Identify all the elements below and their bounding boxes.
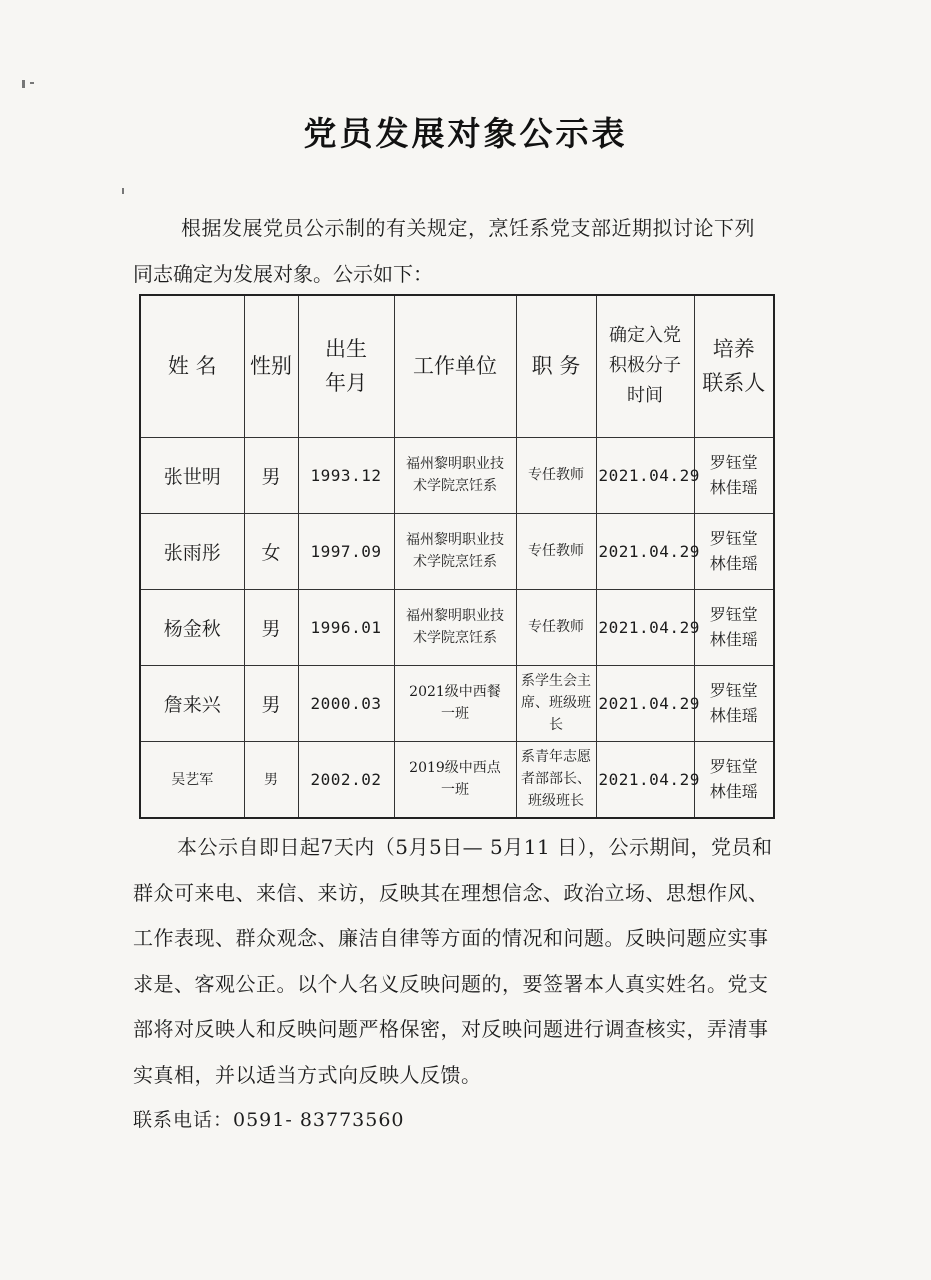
header-name: 姓 名 bbox=[140, 295, 244, 437]
cell-contact bbox=[694, 741, 774, 818]
cell-post-line: 长 bbox=[549, 717, 563, 733]
document-title: 党员发展对象公示表 bbox=[303, 114, 628, 153]
cell-sex: 男 bbox=[244, 665, 298, 741]
cell-birth: 2002.02 bbox=[298, 741, 394, 818]
cell-unit-line: 一班 bbox=[441, 782, 469, 799]
cell-name: 吴艺军 bbox=[140, 741, 244, 818]
scan-mark bbox=[30, 82, 34, 84]
cell-post bbox=[516, 437, 596, 513]
cell-post-line: 席、班级班 bbox=[521, 695, 591, 711]
cell-contact-line: 林佳瑶 bbox=[709, 478, 758, 497]
header-birth-line: 出生 bbox=[325, 337, 367, 362]
cell-post-line: 专任教师 bbox=[528, 467, 584, 483]
cell-unit bbox=[394, 741, 516, 818]
cell-post-line: 系青年志愿 bbox=[521, 749, 591, 766]
cell-contact-line: 林佳瑶 bbox=[709, 630, 758, 649]
intro-line-1: 根据发展党员公示制的有关规定，烹饪系党支部近期拟讨论下列 bbox=[181, 216, 755, 240]
intro-line-2: 同志确定为发展对象。公示如下： bbox=[133, 262, 433, 286]
cell-unit-line: 福州黎明职业技 bbox=[406, 456, 504, 472]
header-post: 职 务 bbox=[516, 295, 596, 437]
cell-post bbox=[516, 513, 596, 589]
header-birth-line: 年月 bbox=[325, 371, 367, 396]
cell-unit bbox=[394, 589, 516, 665]
cell-post-line: 系学生会主 bbox=[521, 673, 591, 689]
table-header-row bbox=[140, 295, 774, 437]
cell-unit-line: 一班 bbox=[441, 706, 469, 722]
cell-contact-line: 罗钰堂 bbox=[709, 605, 758, 624]
contact-phone: 联系电话：0591- 83773560 bbox=[133, 1109, 405, 1131]
notice-text: 本公示自即日起7天内（5月5日— 5月11 日），公示期间，党员和群众可来电、来信、来访，反映其在理想信念、政治立场、思想作风、工作表现、群众观念、廉洁自律等方面的情况和问题。反映问题应实事求是、客观公正。以个人名义反映问题的，要签署本人真实姓名。党支部将对反映人和反映问题严格保密，对反映问题进行调查核实，弄清事实真相，并以适当方式向反映人反馈。 bbox=[133, 835, 773, 1087]
cell-unit-line: 2021级中西餐 bbox=[409, 684, 501, 700]
cell-date: 2021.04.29 bbox=[596, 741, 694, 818]
cell-unit-line: 术学院烹饪系 bbox=[413, 554, 497, 570]
table-row bbox=[140, 437, 774, 513]
table-row bbox=[140, 665, 774, 741]
notice-paragraph bbox=[133, 825, 773, 1098]
cell-contact bbox=[694, 513, 774, 589]
cell-contact-line: 罗钰堂 bbox=[709, 529, 758, 548]
cell-contact-line: 罗钰堂 bbox=[709, 453, 758, 472]
header-sex: 性别 bbox=[244, 295, 298, 437]
cell-unit-line: 术学院烹饪系 bbox=[413, 478, 497, 494]
cell-contact bbox=[694, 665, 774, 741]
cell-contact-line: 林佳瑶 bbox=[709, 782, 758, 802]
candidates-table bbox=[139, 294, 775, 819]
header-date-line: 时间 bbox=[627, 385, 663, 407]
cell-unit bbox=[394, 513, 516, 589]
cell-date: 2021.04.29 bbox=[596, 513, 694, 589]
cell-birth: 1996.01 bbox=[298, 589, 394, 665]
cell-unit bbox=[394, 437, 516, 513]
scan-mark bbox=[122, 188, 124, 194]
header-activist-date bbox=[596, 295, 694, 437]
cell-post-line: 专任教师 bbox=[528, 619, 584, 635]
cell-birth: 1993.12 bbox=[298, 437, 394, 513]
cell-name: 詹来兴 bbox=[140, 665, 244, 741]
table-row bbox=[140, 741, 774, 818]
cell-post bbox=[516, 589, 596, 665]
scan-mark bbox=[22, 80, 25, 88]
cell-post-line: 者部部长、 bbox=[521, 771, 591, 788]
cell-date: 2021.04.29 bbox=[596, 589, 694, 665]
cell-unit-line: 2019级中西点 bbox=[409, 760, 501, 777]
cell-contact bbox=[694, 589, 774, 665]
cell-post-line: 班级班长 bbox=[528, 793, 584, 810]
cell-sex: 女 bbox=[244, 513, 298, 589]
cell-contact-line: 罗钰堂 bbox=[709, 681, 758, 700]
cell-date: 2021.04.29 bbox=[596, 437, 694, 513]
cell-name: 杨金秋 bbox=[140, 589, 244, 665]
header-unit: 工作单位 bbox=[394, 295, 516, 437]
cell-post bbox=[516, 665, 596, 741]
cell-contact bbox=[694, 437, 774, 513]
cell-post-line: 专任教师 bbox=[528, 543, 584, 559]
table-row bbox=[140, 589, 774, 665]
cell-sex: 男 bbox=[244, 741, 298, 818]
header-date-line: 积极分子 bbox=[609, 355, 681, 377]
cell-date: 2021.04.29 bbox=[596, 665, 694, 741]
cell-sex: 男 bbox=[244, 437, 298, 513]
cell-birth: 2000.03 bbox=[298, 665, 394, 741]
cell-contact-line: 林佳瑶 bbox=[709, 706, 758, 725]
header-contact-line: 培养 bbox=[712, 337, 755, 362]
cell-name: 张世明 bbox=[140, 437, 244, 513]
header-contact bbox=[694, 295, 774, 437]
cell-birth: 1997.09 bbox=[298, 513, 394, 589]
cell-unit-line: 福州黎明职业技 bbox=[406, 608, 504, 624]
cell-contact-line: 林佳瑶 bbox=[709, 554, 758, 573]
header-contact-line: 联系人 bbox=[702, 371, 766, 396]
cell-unit-line: 术学院烹饪系 bbox=[413, 630, 497, 646]
cell-sex: 男 bbox=[244, 589, 298, 665]
header-date-line: 确定入党 bbox=[609, 325, 681, 347]
cell-name: 张雨彤 bbox=[140, 513, 244, 589]
header-birth bbox=[298, 295, 394, 437]
table-row bbox=[140, 513, 774, 589]
cell-unit bbox=[394, 665, 516, 741]
cell-post bbox=[516, 741, 596, 818]
cell-contact-line: 罗钰堂 bbox=[709, 757, 758, 777]
intro-paragraph bbox=[133, 205, 793, 297]
cell-unit-line: 福州黎明职业技 bbox=[406, 532, 504, 548]
